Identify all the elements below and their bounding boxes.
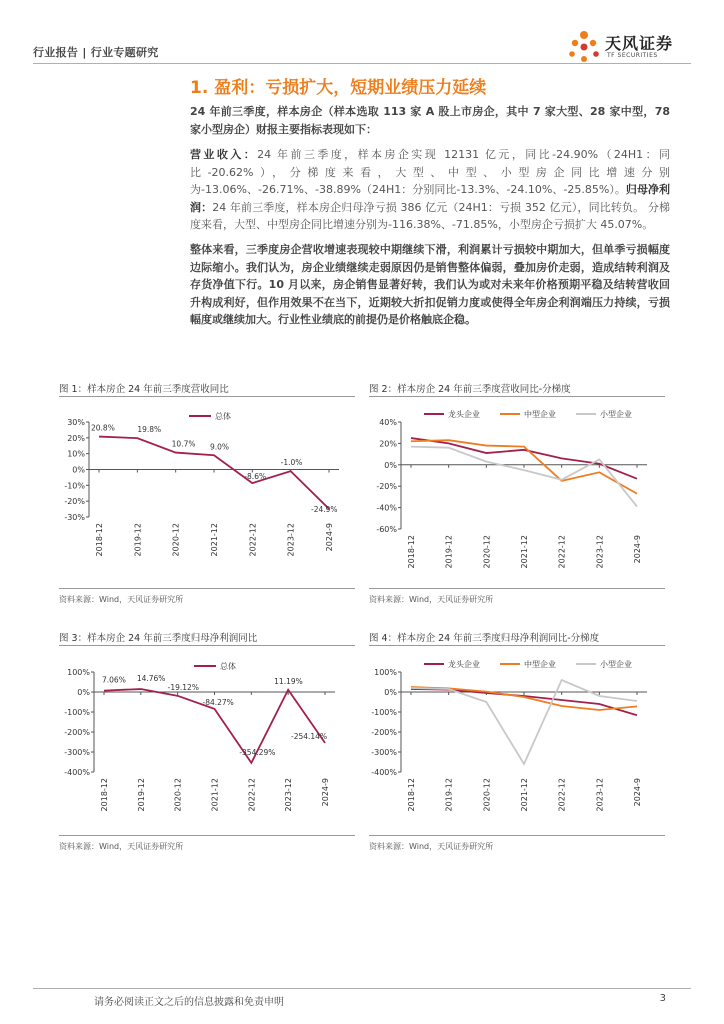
x-tick-label: 2020-12 — [171, 523, 181, 557]
fig3-title: 图 3：样本房企 24 年前三季度归母净利润同比 — [59, 633, 258, 644]
x-tick-label: 2022-12 — [557, 778, 567, 812]
y-tick-label: -40% — [376, 503, 397, 513]
legend-label: 龙头企业 — [448, 410, 480, 419]
x-tick-label: 2019-12 — [444, 778, 454, 812]
fig1-rule — [59, 396, 355, 397]
y-tick-label: 100% — [67, 668, 90, 677]
series-line-3 — [411, 447, 637, 507]
fig1-source: 资料来源：Wind，天风证券研究所 — [59, 595, 184, 604]
fig4-source: 资料来源：Wind，天风证券研究所 — [369, 842, 494, 851]
fig4-rule — [369, 645, 665, 646]
fig2-rule-bottom — [369, 588, 665, 589]
y-tick-label: -200% — [64, 728, 90, 737]
data-label: -84.27% — [202, 697, 234, 707]
x-tick-label: 2023-12 — [595, 778, 605, 812]
y-tick-label: 0% — [77, 688, 90, 697]
y-tick-label: -400% — [64, 768, 90, 777]
metrics-paragraph — [190, 146, 670, 234]
profit-lead: 归母净利润： — [190, 183, 671, 214]
y-tick-label: -300% — [371, 748, 397, 757]
fig2-chart — [369, 400, 659, 585]
y-tick-label: -10% — [64, 481, 85, 491]
legend-label: 中型企业 — [524, 410, 556, 419]
section-title: 1. 盈利：亏损扩大，短期业绩压力延续 — [190, 78, 487, 98]
x-tick-label: 2023-12 — [284, 778, 294, 812]
intro-paragraph: 24 年前三季度，样本房企（样本选取 113 家 A 股上市房企，其中 7 家大型、28 家中型，78 家小型房企）财报主要指标表现如下： — [190, 105, 670, 136]
data-label: -8.6% — [244, 472, 267, 482]
x-tick-label: 2020-12 — [173, 778, 183, 812]
y-tick-label: 40% — [379, 418, 397, 427]
y-tick-label: 10% — [67, 449, 85, 459]
y-tick-label: -20% — [376, 482, 397, 492]
y-tick-label: -200% — [371, 728, 397, 737]
y-tick-label: -100% — [371, 708, 397, 717]
legend-label: 中型企业 — [524, 660, 556, 669]
data-label: -19.12% — [167, 682, 199, 692]
x-tick-label: 2018-12 — [407, 535, 416, 569]
x-tick-label: 2019-12 — [133, 523, 143, 557]
x-tick-label: 2021-12 — [210, 523, 219, 557]
y-tick-label: -400% — [371, 768, 397, 777]
profit-text: 24 年前三季度，样本房企归母净亏损 386 亿元（24H1：亏损 352 亿元），同比转负。 分梯度来看，大型、中型房企同比增速分别为-116.38%、-71.85%，小型房企亏损扩大 45.07%。 — [190, 200, 671, 231]
legend-label: 总体 — [220, 662, 236, 671]
data-label: 7.06% — [102, 675, 126, 685]
y-tick-label: -60% — [376, 525, 397, 534]
brand-logo — [565, 30, 693, 64]
logo-text-en: TF SECURITIES — [607, 52, 658, 59]
data-label: 20.8% — [91, 423, 115, 433]
data-label: -1.0% — [280, 458, 303, 468]
x-tick-label: 2019-12 — [444, 535, 454, 569]
data-label: 10.7% — [171, 439, 196, 449]
x-tick-label: 2022-12 — [248, 523, 258, 557]
x-tick-label: 2022-12 — [557, 535, 567, 569]
x-tick-label: 2024-9 — [325, 523, 334, 552]
data-label: 9.0% — [210, 442, 230, 452]
x-tick-label: 2018-12 — [100, 778, 109, 812]
fig4-chart — [369, 650, 659, 835]
legend-label: 总体 — [215, 412, 231, 421]
fig1-chart — [59, 400, 349, 585]
x-tick-label: 2021-12 — [520, 778, 529, 812]
y-tick-label: 20% — [67, 433, 85, 443]
fig3-source: 资料来源：Wind，天风证券研究所 — [59, 842, 184, 851]
summary-paragraph: 整体来看，三季度房企营收增速表现较中期继续下滑，利润累计亏损较中期加大，但单季亏损幅度边际缩小。我们认为，房企业绩继续走弱原因仍是销售整体偏弱，叠加房价走弱，造成结转利润及存货净值下行。10 月以来，房企销售显著好转，我们认为或对未来年价格预期平稳及结转营收回升构成利好，但作用效果不在当下，近期较大折扣促销力度或使得全年房企利润端压力持续，亏损幅度或继续加大。行业性业绩底的前提仍是价格触底企稳。 — [190, 243, 670, 326]
chart-svg — [369, 650, 659, 835]
report-header: 行业报告 | 行业专题研究 — [33, 46, 159, 59]
footer-disclaimer: 请务必阅读正文之后的信息披露和免责申明 — [94, 997, 284, 1008]
x-tick-label: 2024-9 — [321, 778, 330, 807]
fig2-source: 资料来源：Wind，天风证券研究所 — [369, 595, 494, 604]
fig2-title: 图 2：样本房企 24 年前三季度营收同比-分梯度 — [369, 384, 571, 395]
fig4-rule-bottom — [369, 835, 665, 836]
x-tick-label: 2018-12 — [407, 778, 416, 812]
series-line-1 — [411, 438, 637, 479]
fig4-title: 图 4：样本房企 24 年前三季度归母净利润同比-分梯度 — [369, 633, 600, 644]
revenue-text: 24 年前三季度，样本房企实现 12131 亿元，同比-24.90%（24H1：同比-20.62%），分梯度来看，大型、中型、小型房企同比增速分别为-13.06%、-26.71%、-38.89%（24H1：分别同比-13.3%、-24.10%、-25.85%）。 — [190, 148, 671, 196]
y-tick-label: -300% — [64, 748, 90, 757]
data-label: -254.14% — [291, 731, 328, 741]
legend-label: 小型企业 — [600, 410, 632, 419]
y-tick-label: 100% — [374, 668, 397, 677]
x-tick-label: 2019-12 — [136, 778, 146, 812]
chart-svg — [59, 650, 349, 835]
footer-divider — [33, 988, 691, 989]
revenue-lead: 营业收入： — [190, 148, 258, 161]
y-tick-label: 0% — [384, 460, 397, 470]
y-tick-label: 0% — [72, 465, 85, 475]
x-tick-label: 2021-12 — [210, 778, 220, 812]
y-tick-label: 20% — [379, 439, 397, 449]
fig1-title: 图 1：样本房企 24 年前三季度营收同比 — [59, 384, 229, 395]
chart-svg — [369, 400, 659, 585]
y-tick-label: 0% — [384, 688, 397, 697]
data-label: -24.9% — [311, 504, 338, 514]
x-tick-label: 2020-12 — [482, 535, 492, 569]
logo-text-cn: 天风证券 — [605, 34, 674, 53]
x-tick-label: 2023-12 — [286, 523, 296, 557]
fig1-rule-bottom — [59, 588, 355, 589]
fig3-rule-bottom — [59, 835, 355, 836]
x-tick-label: 2023-12 — [595, 535, 605, 569]
x-tick-label: 2024-9 — [633, 535, 642, 564]
legend-label: 小型企业 — [600, 660, 632, 669]
data-label: -354.29% — [239, 747, 276, 757]
y-tick-label: -100% — [64, 708, 90, 717]
x-tick-label: 2020-12 — [482, 778, 492, 812]
series-line-2 — [411, 687, 637, 710]
x-tick-label: 2022-12 — [247, 778, 257, 812]
y-tick-label: 30% — [67, 418, 85, 427]
data-label: 19.8% — [137, 425, 162, 435]
x-tick-label: 2021-12 — [520, 535, 529, 569]
chart-svg — [59, 400, 349, 585]
y-tick-label: -30% — [64, 513, 85, 522]
fig3-chart — [59, 650, 349, 835]
data-label: 11.19% — [274, 676, 303, 686]
fig2-rule — [369, 396, 665, 397]
logo-mark-icon — [565, 30, 603, 64]
x-tick-label: 2018-12 — [95, 523, 104, 557]
legend-label: 龙头企业 — [448, 660, 480, 669]
fig3-rule — [59, 645, 355, 646]
page-number: 3 — [659, 993, 666, 1004]
x-tick-label: 2024-9 — [633, 778, 642, 807]
data-label: 14.76% — [136, 674, 166, 684]
y-tick-label: -20% — [64, 497, 85, 507]
